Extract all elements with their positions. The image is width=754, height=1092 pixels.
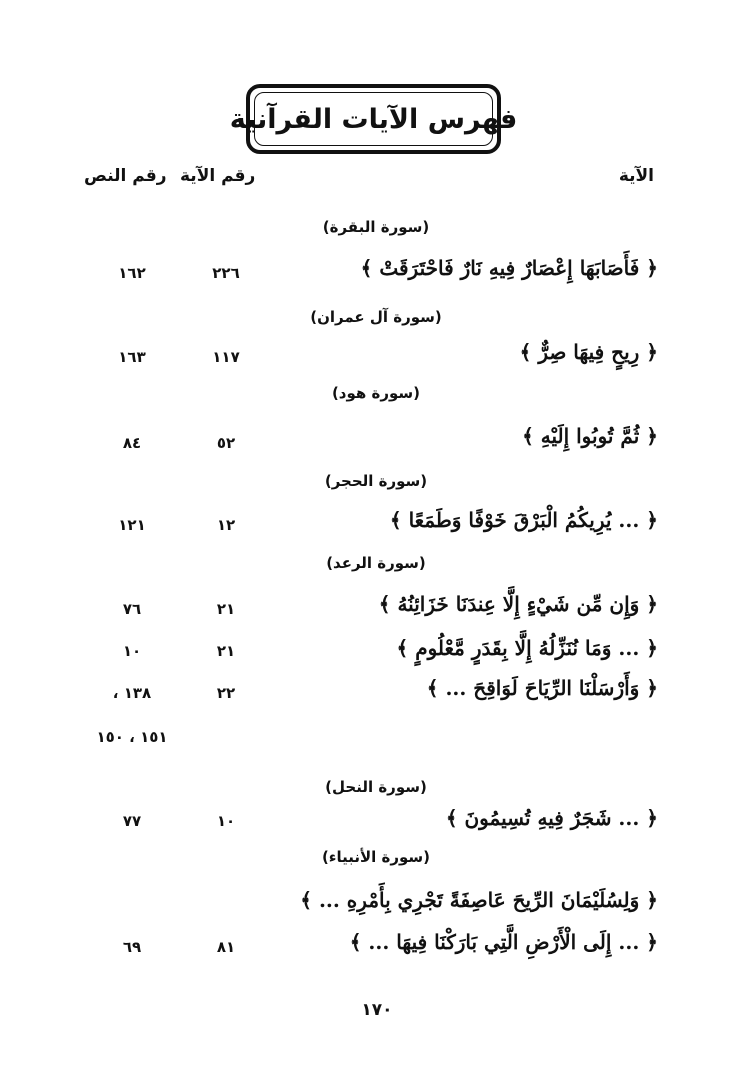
- title-frame: [229, 84, 518, 154]
- surah-heading: (سورة الأنبياء): [321, 848, 431, 866]
- aya-number: ٢٢: [216, 684, 236, 702]
- aya-number: ٢١: [216, 600, 236, 618]
- verse-line: ﴿ ... وَمَا نُنَزِّلُهُ إِلَّا بِقَدَرٍ مَّعْلُومٍ ﴾: [396, 636, 658, 660]
- verse-line: ﴿ ثُمَّ تُوبُوا إِلَيْهِ ﴾: [522, 424, 658, 448]
- surah-heading: (سورة آل عمران): [310, 308, 442, 326]
- aya-number: ٨١: [216, 938, 236, 956]
- text-number: ١٠: [122, 642, 142, 660]
- verse-line: ﴿ وَلِسُلَيْمَانَ الرِّيحَ عَاصِفَةً تَجْرِي بِأَمْرِهِ ... ﴾: [300, 888, 658, 912]
- surah-heading: (سورة هود): [331, 384, 421, 402]
- surah-heading: (سورة النحل): [325, 778, 427, 796]
- text-number: ٧٦: [122, 600, 142, 618]
- aya-number: ٥٢: [216, 434, 236, 452]
- verse-line: ﴿ ... يُرِيكُمُ الْبَرْقَ خَوْفًا وَطَمَعًا ﴾: [389, 508, 658, 532]
- text-number: ٦٩: [122, 938, 142, 956]
- aya-number: ٢١: [216, 642, 236, 660]
- text-number: ١٦٣: [118, 348, 146, 366]
- text-number: ١٦٢: [118, 264, 146, 282]
- page-title: فهرس الآيات القرآنية: [229, 103, 518, 135]
- text-number: ٨٤: [122, 434, 142, 452]
- page-number: ١٧٠: [361, 1000, 393, 1020]
- aya-number: ١٠: [216, 812, 236, 830]
- verse-line: ﴿ وَإِن مِّن شَيْءٍ إِلَّا عِندَنَا خَزَائِنُهُ ﴾: [378, 592, 658, 616]
- header-aya-number: رقم الآية: [180, 166, 256, 186]
- surah-heading: (سورة البقرة): [322, 218, 430, 236]
- aya-number: ١١٧: [212, 348, 240, 366]
- surah-heading: (سورة الرعد): [326, 554, 426, 572]
- text-number: ١٣٨ ،: [112, 684, 152, 702]
- verse-line: ﴿ رِيحٍ فِيهَا صِرٌّ ﴾: [519, 340, 658, 364]
- verse-line: ﴿ وَأَرْسَلْنَا الرِّيَاحَ لَوَاقِحَ ... ﴾: [426, 676, 658, 700]
- verse-line: ﴿ ... شَجَرٌ فِيهِ تُسِيمُونَ ﴾: [445, 806, 658, 830]
- title-frame-inner: [229, 92, 518, 146]
- text-number: ٧٧: [122, 812, 142, 830]
- surah-heading: (سورة الحجر): [324, 472, 428, 490]
- aya-number: ١٢: [216, 516, 236, 534]
- verse-line: ﴿ فَأَصَابَهَا إِعْصَارٌ فِيهِ نَارٌ فَاحْتَرَقَتْ ﴾: [360, 256, 658, 280]
- text-number-continuation: ١٥١ ، ١٥٠: [96, 728, 168, 746]
- text-number: ١٢١: [118, 516, 146, 534]
- verse-line: ﴿ ... إِلَى الْأَرْضِ الَّتِي بَارَكْنَا فِيهَا ... ﴾: [349, 930, 658, 954]
- header-aya: الآية: [618, 166, 654, 186]
- header-text-number: رقم النص: [84, 166, 167, 186]
- aya-number: ٢٢٦: [212, 264, 240, 282]
